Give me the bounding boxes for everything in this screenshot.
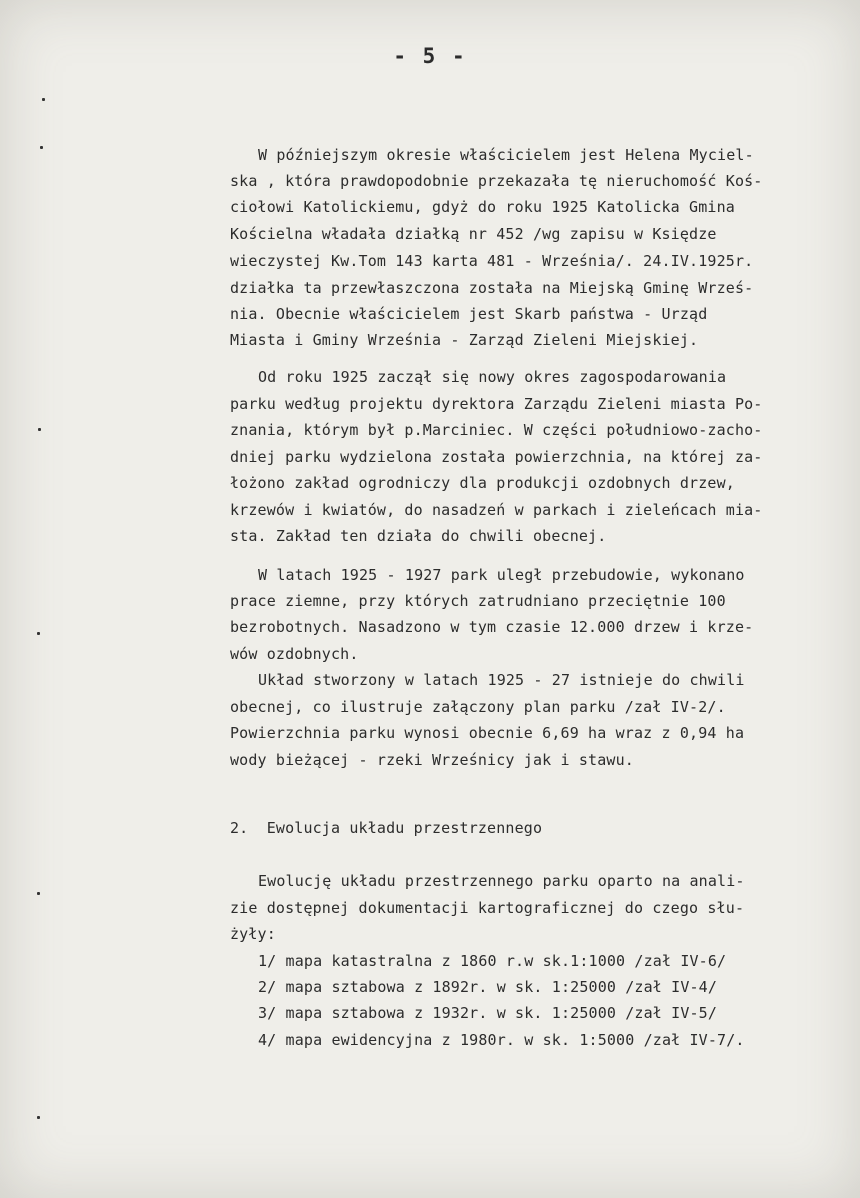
paragraph-1-line: ska , która prawdopodobnie przekazała tę nieruchomość Koś- xyxy=(230,172,763,190)
paragraph-5-line: Ewolucję układu przestrzennego parku oparto na anali- xyxy=(258,872,745,890)
paragraph-2-line: sta. Zakład ten działa do chwili obecnej. xyxy=(230,527,607,545)
paragraph-3-line: prace ziemne, przy których zatrudniano przeciętnie 100 xyxy=(230,592,726,610)
margin-mark xyxy=(40,146,43,149)
paragraph-1-line: wieczystej Kw.Tom 143 karta 481 - Września/. 24.IV.1925r. xyxy=(230,252,754,270)
paragraph-2-line: łożono zakład ogrodniczy dla produkcji ozdobnych drzew, xyxy=(230,474,735,492)
paragraph-1-line: W późniejszym okresie właścicielem jest Helena Myciel- xyxy=(258,146,754,164)
paragraph-5-line: żyły: xyxy=(230,925,276,943)
paragraph-4-line: Powierzchnia parku wynosi obecnie 6,69 ha wraz z 0,94 ha xyxy=(230,724,745,742)
paragraph-5-line: zie dostępnej dokumentacji kartograficznej do czego słu- xyxy=(230,899,745,917)
paragraph-2-line: parku według projektu dyrektora Zarządu Zieleni miasta Po- xyxy=(230,395,763,413)
map-list-item: 3/ mapa sztabowa z 1932r. w sk. 1:25000 /zał IV-5/ xyxy=(258,1004,718,1022)
map-list-item: 4/ mapa ewidencyjna z 1980r. w sk. 1:5000 /zał IV-7/. xyxy=(258,1031,745,1049)
margin-mark xyxy=(38,428,41,431)
paragraph-3-line: W latach 1925 - 1927 park uległ przebudowie, wykonano xyxy=(258,566,745,584)
map-list-item: 1/ mapa katastralna z 1860 r.w sk.1:1000 /zał IV-6/ xyxy=(258,952,727,970)
paragraph-4-line: wody bieżącej - rzeki Wrześnicy jak i stawu. xyxy=(230,751,634,769)
paragraph-1-line: ciołowi Katolickiemu, gdyż do roku 1925 Katolicka Gmina xyxy=(230,198,735,216)
page-number: - 5 - xyxy=(393,44,467,68)
paragraph-3-line: bezrobotnych. Nasadzono w tym czasie 12.000 drzew i krze- xyxy=(230,618,754,636)
paragraph-2-line: krzewów i kwiatów, do nasadzeń w parkach i zieleńcach mia- xyxy=(230,501,763,519)
paragraph-2-line: znania, którym był p.Marciniec. W części południowo-zacho- xyxy=(230,421,763,439)
section-heading: 2. Ewolucja układu przestrzennego xyxy=(230,819,543,837)
margin-mark xyxy=(37,632,40,635)
margin-mark xyxy=(42,98,45,101)
paragraph-4-line: Układ stworzony w latach 1925 - 27 istnieje do chwili xyxy=(258,671,745,689)
paragraph-1-line: Miasta i Gminy Września - Zarząd Zieleni Miejskiej. xyxy=(230,331,699,349)
margin-mark xyxy=(37,1116,40,1119)
paragraph-2-line: dniej parku wydzielona została powierzchnia, na której za- xyxy=(230,448,763,466)
map-list-item: 2/ mapa sztabowa z 1892r. w sk. 1:25000 /zał IV-4/ xyxy=(258,978,718,996)
paragraph-2-line: Od roku 1925 zaczął się nowy okres zagospodarowania xyxy=(258,368,727,386)
paragraph-3-line: wów ozdobnych. xyxy=(230,645,359,663)
paragraph-1-line: działka ta przewłaszczona została na Miejską Gminę Wrześ- xyxy=(230,279,754,297)
margin-mark xyxy=(37,892,40,895)
paragraph-1-line: nia. Obecnie właścicielem jest Skarb państwa - Urząd xyxy=(230,305,708,323)
paragraph-4-line: obecnej, co ilustruje załączony plan parku /zał IV-2/. xyxy=(230,698,726,716)
paragraph-1-line: Kościelna władała działką nr 452 /wg zapisu w Księdze xyxy=(230,225,717,243)
